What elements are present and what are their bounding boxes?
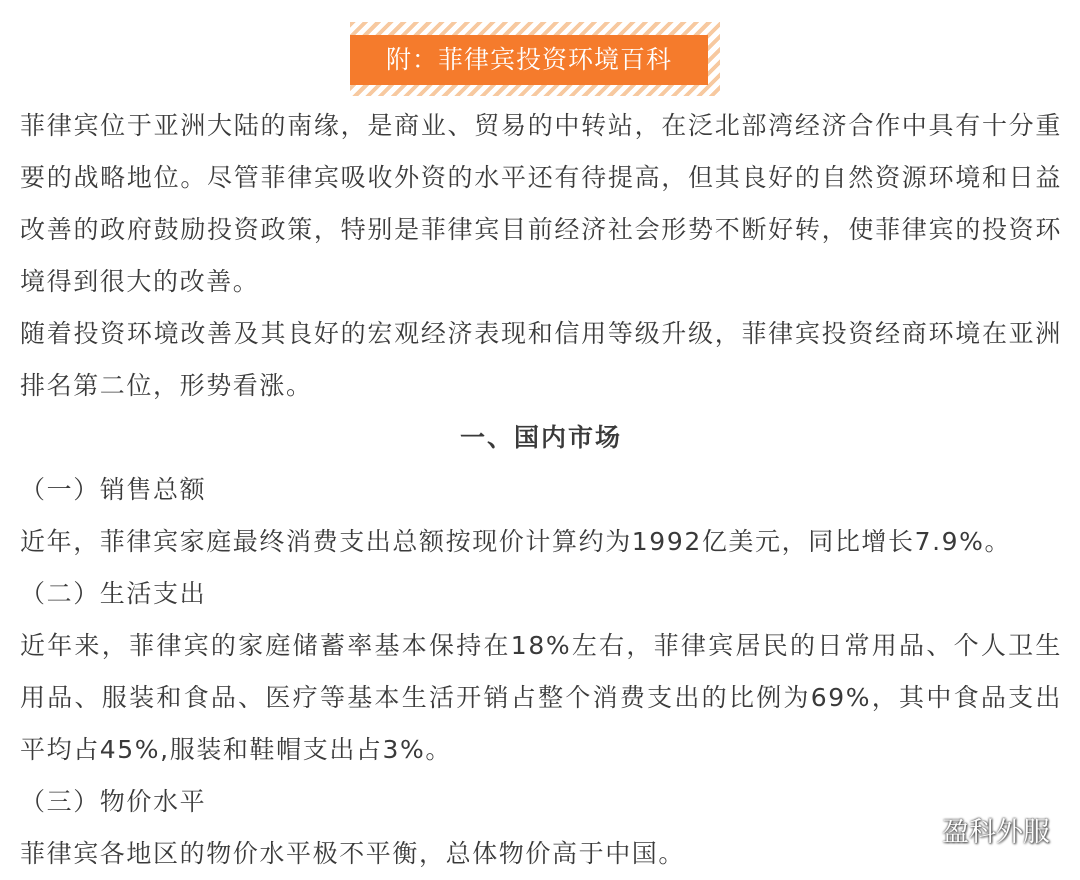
section-title-domestic-market: 一、国内市场 [459,423,622,452]
subsection-title-sales: （一）销售总额 [20,475,207,504]
sales-paragraph: 近年，菲律宾家庭最终消费支出总额按现价计算约为1992亿美元，同比增长7.9%。 [20,527,1012,556]
banner-decoration [350,22,720,96]
watermark-label: 盈科外服 [942,817,1050,848]
watermark [900,810,1050,849]
intro-paragraph-1: 菲律宾位于亚洲大陆的南缘，是商业、贸易的中转站，在泛北部湾经济合作中具有十分重要的战略地位。尽管菲律宾吸收外资的水平还有待提高，但其良好的自然资源环境和日益改善的政府鼓励投资政策，特别是菲律宾目前经济社会形势不断好转，使菲律宾的投资环境得到很大的改善。 [20,111,1062,296]
banner-title: 附：菲律宾投资环境百科 [350,35,708,85]
article-body [20,100,1062,880]
subsection-title-prices: （三）物价水平 [20,787,207,816]
wechat-icon [900,811,934,848]
intro-paragraph-2: 随着投资环境改善及其良好的宏观经济表现和信用等级升级，菲律宾投资经商环境在亚洲排名第二位，形势看涨。 [20,319,1062,400]
living-paragraph: 近年来，菲律宾的家庭储蓄率基本保持在18%左右，菲律宾居民的日常用品、个人卫生用品、服装和食品、医疗等基本生活开销占整个消费支出的比例为69%，其中食品支出平均占45%,服装和鞋帽支出占3%。 [20,631,1062,764]
subsection-title-living: （二）生活支出 [20,579,207,608]
prices-paragraph: 菲律宾各地区的物价水平极不平衡，总体物价高于中国。 [20,839,686,868]
